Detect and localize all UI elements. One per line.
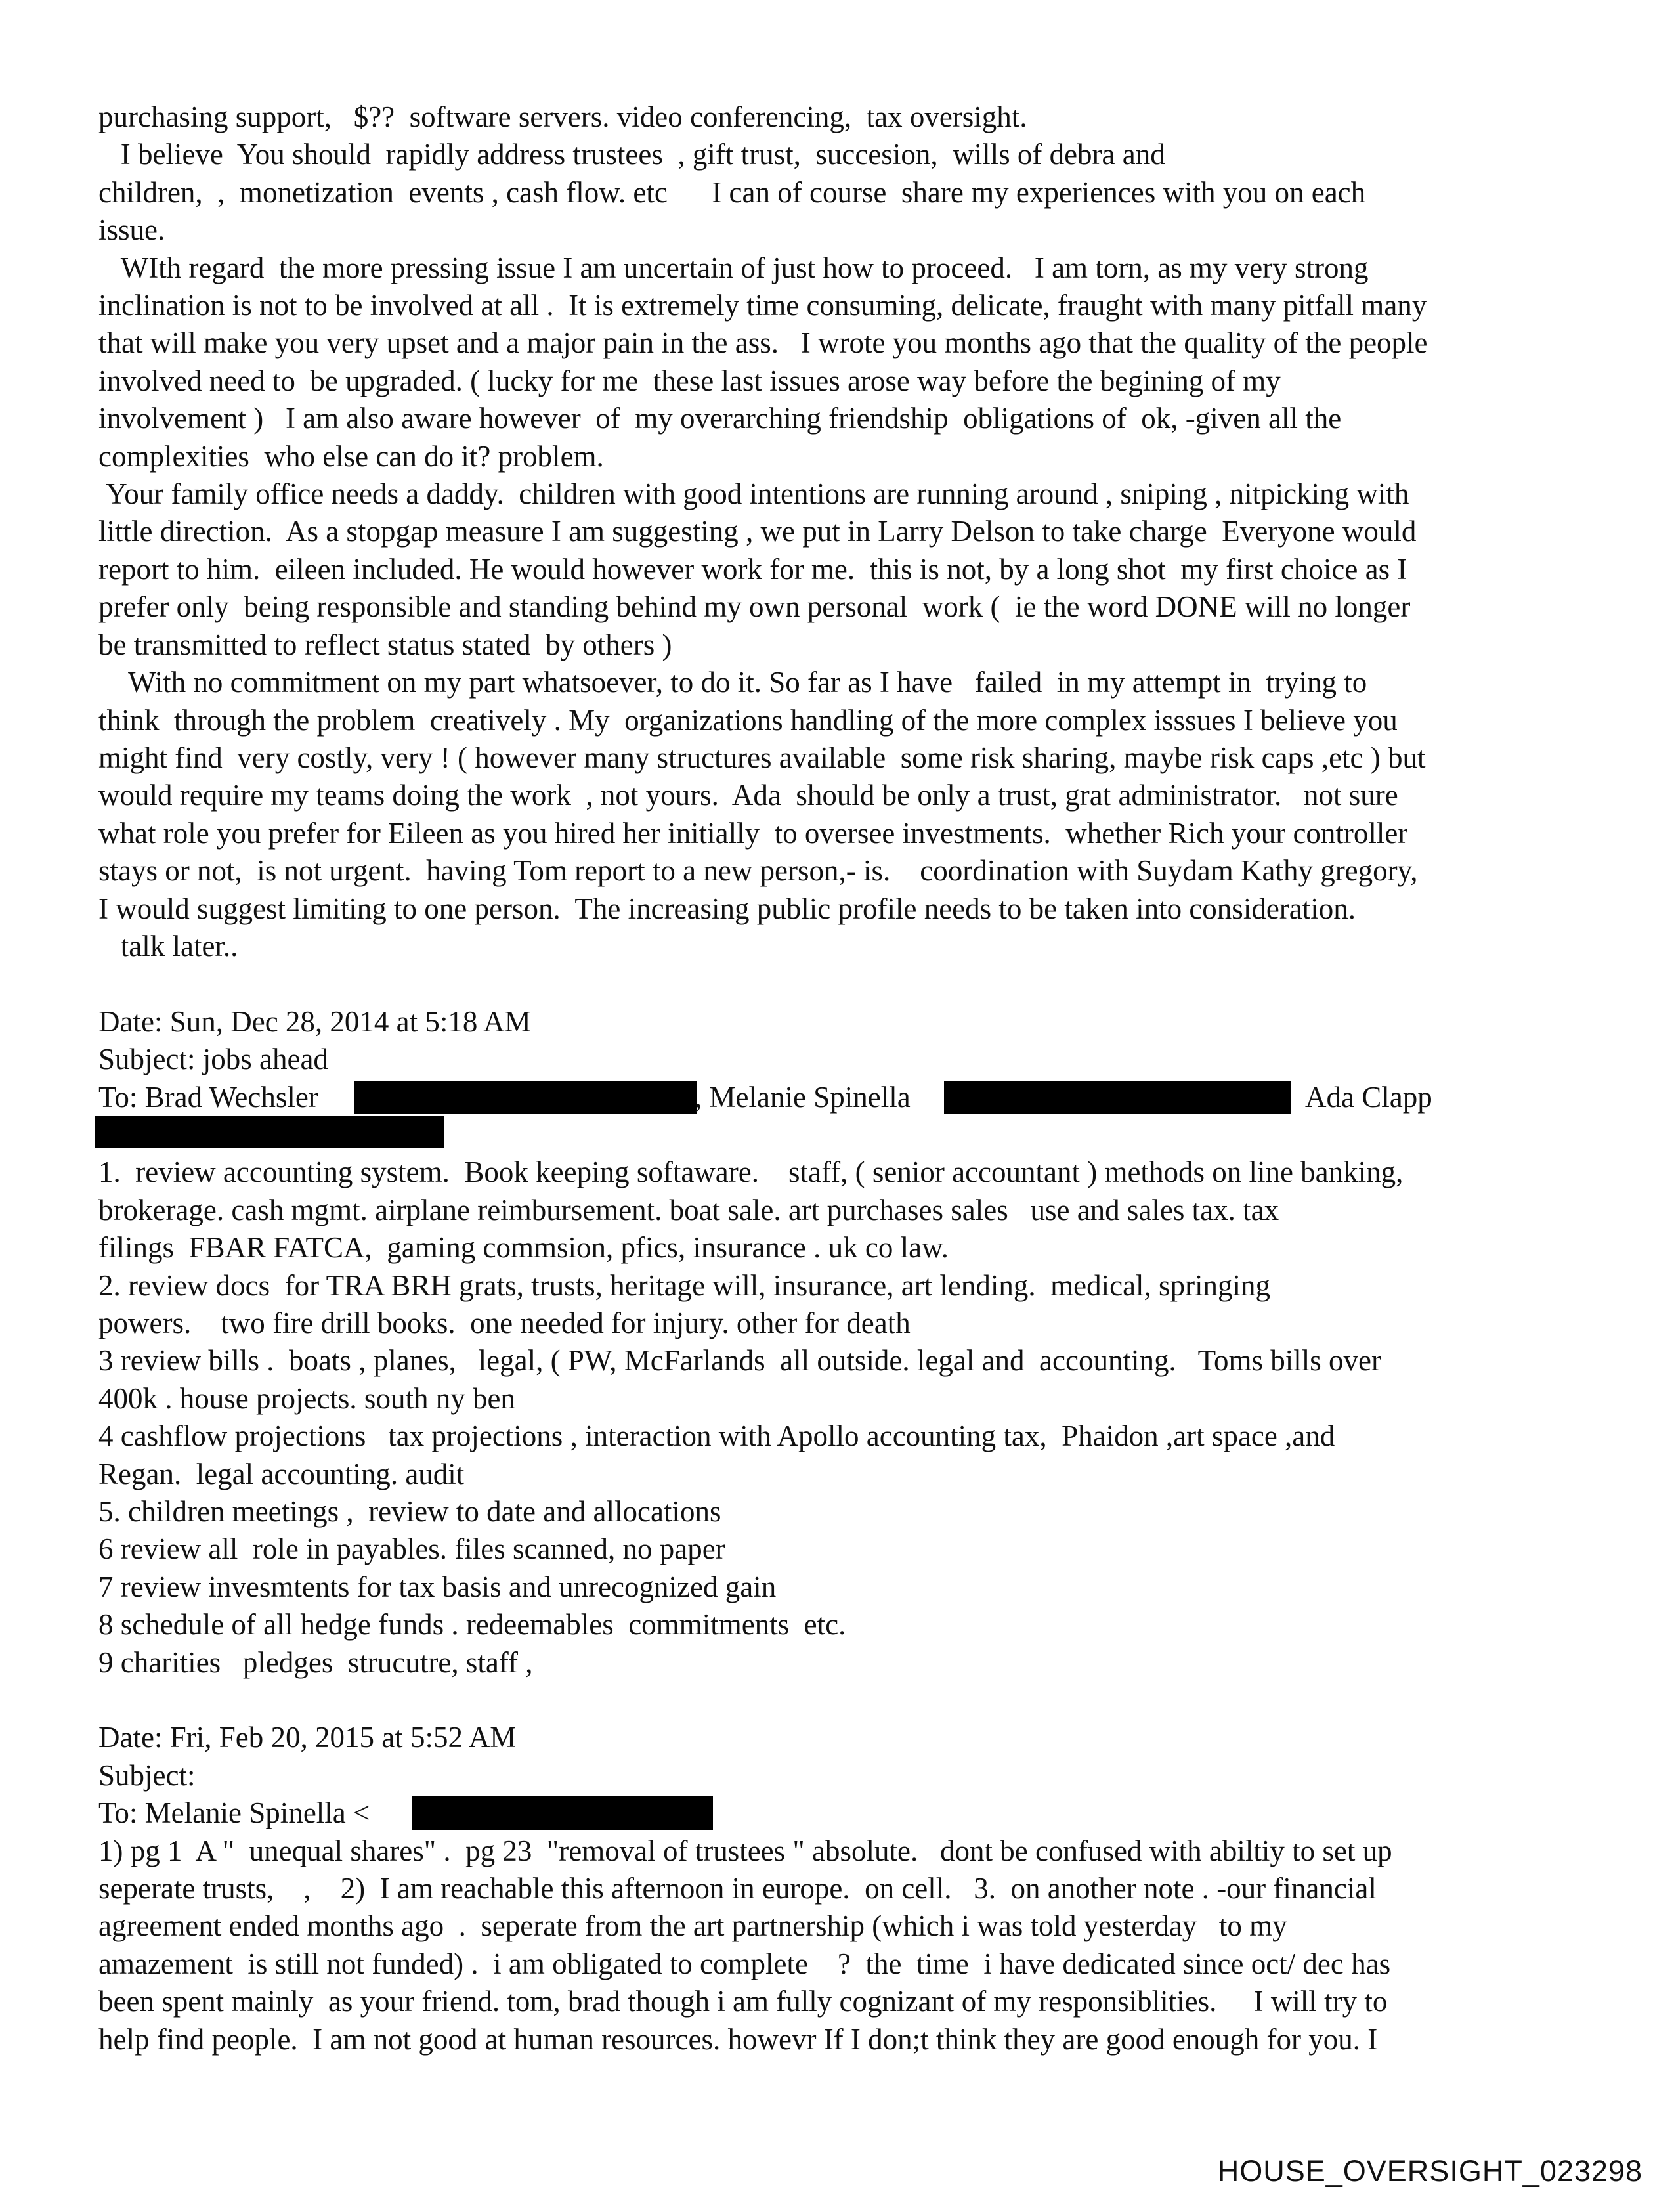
redaction-block bbox=[354, 1081, 697, 1114]
email-to-line bbox=[98, 1079, 1582, 1116]
paragraph: Your family office needs a daddy. children with good intentions are running around , sniping , nitpicking with little direction. As a stopgap measure I am suggesting , we put in Larry Delson to take charge Everyone would report to him. eileen included. He would however work for me. this is not, by a long shot my first choice as I prefer only being responsible and standing behind my own personal work ( ie the word DONE will no longer be transmitted to reflect status stated by others ) bbox=[98, 477, 1417, 661]
email-date: Date: Sun, Dec 28, 2014 at 5:18 AM bbox=[98, 1005, 531, 1038]
email-to-prefix: To: Brad Wechsler bbox=[98, 1080, 318, 1114]
bates-number: HOUSE_OVERSIGHT_023298 bbox=[1217, 2154, 1642, 2188]
spacer bbox=[98, 965, 1582, 1003]
redaction-block bbox=[412, 1796, 713, 1830]
paragraph: purchasing support, $?? software servers. video conferencing, tax oversight. I believe You should rapidly address trustees , gift trust, succesion, wills of debra and children, , monetization events , cash flow. etc I can of course share my experiences with you on each issue. bbox=[98, 100, 1366, 247]
email-header-2 bbox=[98, 1719, 1582, 1832]
email-to-line-continued bbox=[98, 1116, 1582, 1154]
email-body: 1) pg 1 A " unequal shares" . pg 23 "removal of trustees " absolute. dont be confused with abiltiy to set up seperate trusts, , 2) I am reachable this afternoon in europe. on cell. 3. on another note . -our financial agreement ended months ago . seperate from the art partnership (which i was told yesterday to my amazement is still not funded) . i am obligated to complete ? the time i have dedicated since oct/ dec has been spent mainly as your friend. tom, brad though i am fully cognizant of my responsiblities. I will try to help find people. I am not good at human resources. howevr If I don;t think they are good enough for you. I bbox=[98, 1834, 1392, 2056]
email-subject: Subject: jobs ahead bbox=[98, 1043, 328, 1076]
redaction-block bbox=[944, 1081, 1291, 1114]
email-subject: Subject: bbox=[98, 1758, 196, 1792]
redaction-block bbox=[95, 1116, 444, 1148]
email-header-1 bbox=[98, 1003, 1582, 1154]
document-page bbox=[98, 98, 1582, 2058]
paragraph: With no commitment on my part whatsoever, to do it. So far as I have failed in my attempt in trying to think through the problem creatively . My organizations handling of the more complex isssues I believe you might find very costly, very ! ( however many structures available some risk sharing, maybe risk caps ,etc ) but would require my teams doing the work , not yours. Ada should be only a trust, grat administrator. not sure what role you prefer for Eileen as you hired her initially to oversee investments. whether Rich your controller stays or not, is not urgent. having Tom report to a new person,- is. coordination with Suydam Kathy gregory, I would suggest limiting to one person. The increasing public profile needs to be taken into consideration. talk later.. bbox=[98, 666, 1426, 963]
email-to-last: Ada Clapp bbox=[1305, 1080, 1432, 1114]
email-to-middle: , Melanie Spinella bbox=[695, 1080, 911, 1114]
email-body: 1. review accounting system. Book keeping softaware. staff, ( senior accountant ) methods on line banking, brokerage. cash mgmt. airplane reimbursement. boat sale. art purchases sales use and sales tax. tax filings FBAR FATCA, gaming commsion, pfics, insurance . uk co law. 2. review docs for TRA BRH grats, trusts, heritage will, insurance, art lending. medical, springing powers. two fire drill books. one needed for injury. other for death 3 review bills . boats , planes, legal, ( PW, McFarlands all outside. legal and accounting. Toms bills over 400k . house projects. south ny ben 4 cashflow projections tax projections , interaction with Apollo accounting tax, Phaidon ,art space ,and Regan. legal accounting. audit 5. children meetings , review to date and allocations 6 review all role in payables. files scanned, no paper 7 review invesmtents for tax basis and unrecognized gain 8 schedule of all hedge funds . redeemables commitments etc. 9 charities pledges strucutre, staff , bbox=[98, 1156, 1404, 1679]
paragraph: WIth regard the more pressing issue I am uncertain of just how to proceed. I am torn, as my very strong inclination is not to be involved at all . It is extremely time consuming, delicate, fraught with many pitfall many that will make you very upset and a major pain in the ass. I wrote you months ago that the quality of the people involved need to be upgraded. ( lucky for me these last issues arose way before the begining of my involvement ) I am also aware however of my overarching friendship obligations of ok, -given all the complexities who else can do it? problem. bbox=[98, 251, 1428, 473]
spacer bbox=[98, 1681, 1582, 1719]
email-to-line bbox=[98, 1794, 1582, 1832]
email-to-prefix: To: Melanie Spinella < bbox=[98, 1796, 370, 1830]
intro-section bbox=[98, 98, 1582, 965]
email-date: Date: Fri, Feb 20, 2015 at 5:52 AM bbox=[98, 1721, 517, 1754]
